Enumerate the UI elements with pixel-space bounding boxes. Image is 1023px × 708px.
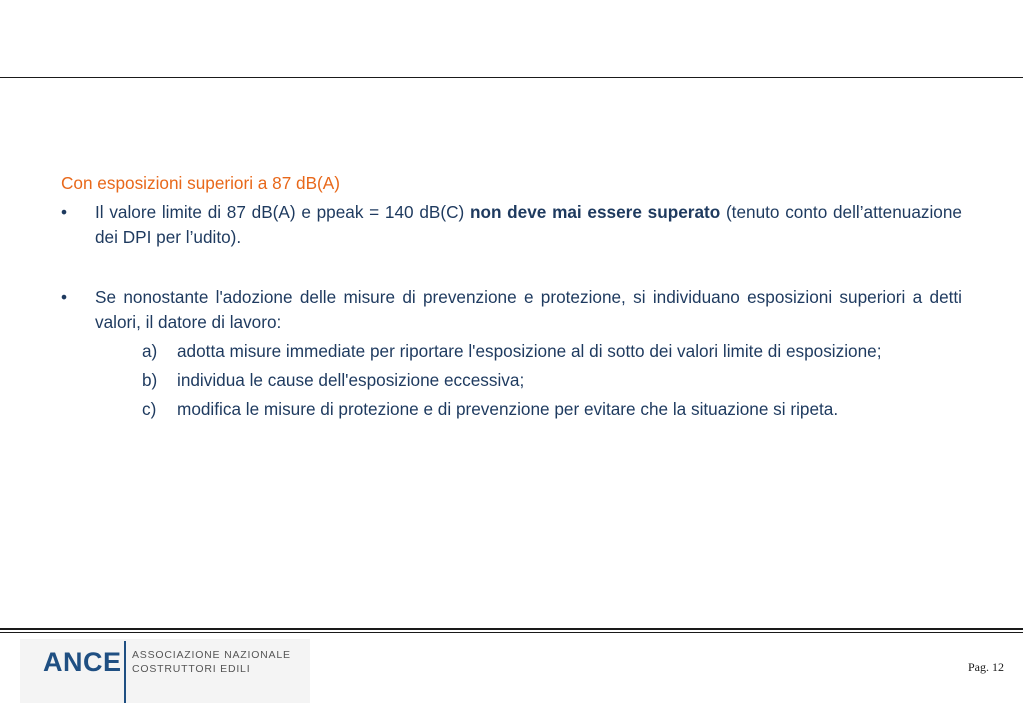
sub-list-marker: c) — [142, 399, 157, 419]
slide-content — [61, 171, 962, 422]
sub-list — [95, 339, 962, 422]
sub-list-marker: b) — [142, 370, 158, 390]
bullet-text-after: (tenuto conto dell’attenuazione dei DPI per l’udito). — [95, 202, 962, 247]
sub-list-text: adotta misure immediate per riportare l'esposizione al di sotto dei valori limite di esposizione; — [177, 341, 882, 361]
footer-divider-bottom — [0, 632, 1023, 633]
sub-list-text: individua le cause dell'esposizione eccessiva; — [177, 370, 525, 390]
sub-list-item — [95, 397, 962, 422]
bullet-bold-text: non deve mai essere superato — [469, 202, 721, 222]
header-divider — [0, 77, 1023, 78]
logo-divider — [124, 641, 126, 703]
bullet-text: Se nonostante l'adozione delle misure di prevenzione e protezione, si individuano esposizioni superiori a detti valori, il datore di lavoro: — [95, 287, 962, 332]
logo-subtitle — [132, 648, 291, 676]
sub-list-item — [95, 339, 962, 364]
sub-list-marker: a) — [142, 341, 158, 361]
page-number: Pag. 12 — [968, 660, 1004, 674]
sub-list-text: modifica le misure di protezione e di prevenzione per evitare che la situazione si ripeta. — [177, 399, 839, 419]
sub-list-item — [95, 368, 962, 393]
ance-logo — [20, 639, 310, 703]
bullet-item — [61, 200, 962, 250]
logo-wordmark: ANCE — [43, 647, 122, 677]
bullet-marker: • — [61, 202, 68, 222]
bullet-marker: • — [61, 287, 68, 307]
bullet-item — [61, 285, 962, 422]
slide-heading: Con esposizioni superiori a 87 dB(A) — [61, 173, 340, 193]
bullet-text-before: Il valore limite di 87 dB(A) e ppeak = 140 dB(C) — [95, 202, 470, 222]
logo-subtitle-line-1: ASSOCIAZIONE NAZIONALE — [132, 649, 291, 661]
footer-divider-top — [0, 628, 1023, 630]
logo-subtitle-line-2: COSTRUTTORI EDILI — [132, 663, 251, 675]
